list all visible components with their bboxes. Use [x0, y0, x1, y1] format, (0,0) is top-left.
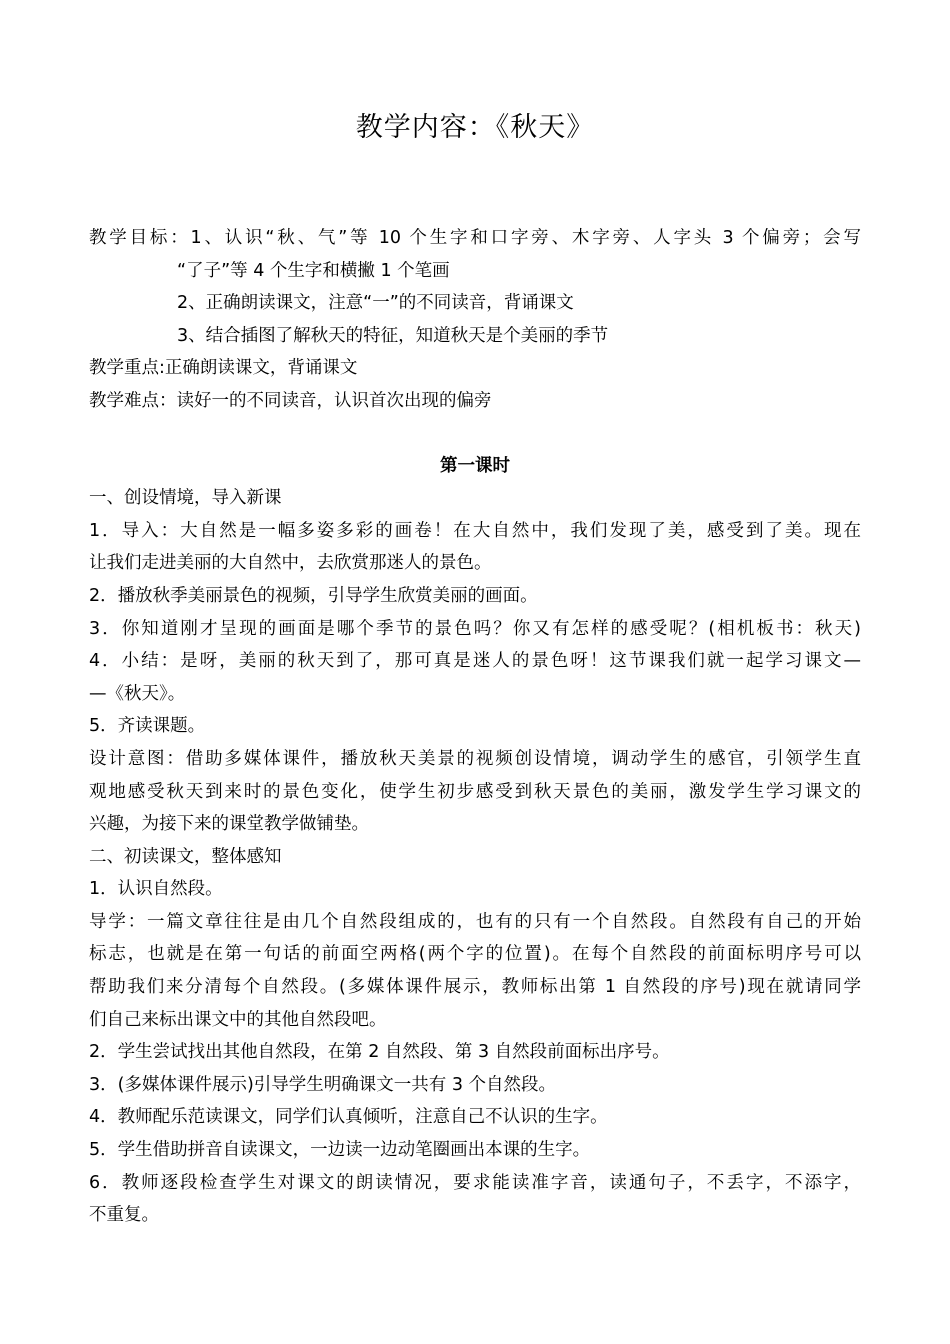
- section1-item3: 3．你知道刚才呈现的画面是哪个季节的景色吗？你又有怎样的感受呢？(相机板书：秋天): [89, 618, 861, 639]
- goals-line-4: 3、结合插图了解秋天的特征，知道秋天是个美丽的季节: [177, 325, 609, 346]
- difficulty: 教学难点：读好一的不同读音，认识首次出现的偏旁: [89, 390, 492, 411]
- guide-line3: 帮助我们来分清每个自然段。(多媒体课件展示，教师标出第 1 自然段的序号)现在就请同学: [89, 977, 861, 998]
- section2-item6-line2: 不重复。: [89, 1205, 159, 1226]
- goals-line-2: “了子”等 4 个生字和横撇 1 个笔画: [177, 260, 450, 281]
- design-intent-line3: 兴趣，为接下来的课堂教学做铺垫。: [89, 814, 369, 835]
- key-point: 教学重点:正确朗读课文，背诵课文: [89, 358, 358, 379]
- section2-item3: 3．(多媒体课件展示)引导学生明确课文一共有 3 个自然段。: [89, 1074, 557, 1095]
- section2-item4: 4．教师配乐范读课文，同学们认真倾听，注意自己不认识的生字。: [89, 1107, 608, 1128]
- guide-line4: 们自己来标出课文中的其他自然段吧。: [89, 1009, 387, 1030]
- section1-item5: 5．齐读课题。: [89, 716, 206, 737]
- section1-item2: 2．播放秋季美丽景色的视频，引导学生欣赏美丽的画面。: [89, 585, 538, 606]
- lesson-heading: 第一课时: [440, 455, 510, 476]
- section1-item1-line1: 1．导入：大自然是一幅多姿多彩的画卷！在大自然中，我们发现了美，感受到了美。现在: [89, 520, 861, 541]
- guide-line2: 标志，也就是在第一句话的前面空两格(两个字的位置)。在每个自然段的前面标明序号可以: [89, 944, 861, 965]
- goals-line-1: 教学目标：1、认识“秋、气”等 10 个生字和口字旁、木字旁、人字头 3 个偏旁；会写: [89, 228, 861, 248]
- section2-heading: 二、初读课文，整体感知: [89, 846, 282, 867]
- section1-heading: 一、创设情境，导入新课: [89, 488, 282, 509]
- section2-item1: 1．认识自然段。: [89, 879, 223, 900]
- design-intent-line1: 设计意图：借助多媒体课件，播放秋天美景的视频创设情境，调动学生的感官，引领学生直: [89, 748, 861, 769]
- section2-item5: 5．学生借助拼音自读课文，一边读一边动笔圈画出本课的生字。: [89, 1140, 591, 1161]
- design-intent-line2: 观地感受秋天到来时的景色变化，使学生初步感受到秋天景色的美丽，激发学生学习课文的: [89, 781, 861, 802]
- goals-line-3: 2、正确朗读课文，注意“一”的不同读音，背诵课文: [177, 293, 574, 314]
- section1-item4-line2: —《秋天》。: [89, 683, 186, 704]
- section2-item6-line1: 6．教师逐段检查学生对课文的朗读情况，要求能读准字音，读通句子，不丢字，不添字，: [89, 1172, 861, 1193]
- document-body: [89, 222, 861, 1232]
- section1-item1-line2: 让我们走进美丽的大自然中，去欣赏那迷人的景色。: [89, 553, 492, 574]
- guide-line1: 导学：一篇文章往往是由几个自然段组成的，也有的只有一个自然段。自然段有自己的开始: [89, 911, 861, 932]
- section1-item4-line1: 4．小结：是呀，美丽的秋天到了，那可真是迷人的景色呀！这节课我们就一起学习课文—: [89, 651, 861, 672]
- section2-item2: 2．学生尝试找出其他自然段，在第 2 自然段、第 3 自然段前面标出序号。: [89, 1042, 670, 1063]
- document-title: 教学内容：《秋天》: [355, 112, 595, 143]
